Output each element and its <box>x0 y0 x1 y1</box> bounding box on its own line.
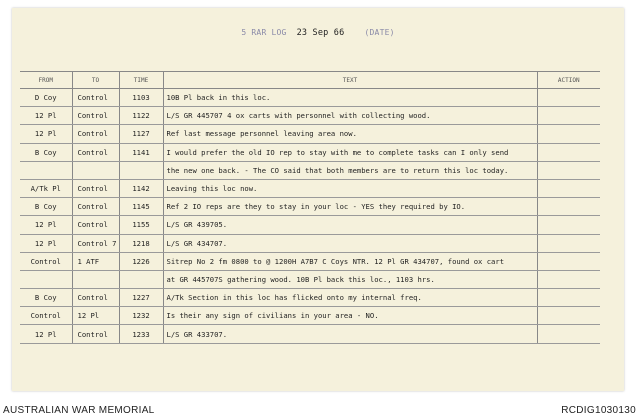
from-cell: 12 Pl <box>20 107 72 125</box>
time-cell: 1233 <box>119 325 163 343</box>
table-row <box>20 179 600 197</box>
table-row <box>20 307 600 325</box>
action-cell <box>537 307 600 325</box>
action-cell <box>537 143 600 161</box>
to-cell: Control <box>72 125 119 143</box>
column-header-from: FROM <box>20 72 72 89</box>
log-date: 23 Sep 66 <box>296 28 345 38</box>
time-cell: 1142 <box>119 179 163 197</box>
to-cell: Control 7 <box>72 234 119 252</box>
action-cell <box>537 198 600 216</box>
text-cell: Ref last message personnel leaving area now. <box>163 125 537 143</box>
table-row <box>20 234 600 252</box>
time-cell <box>119 270 163 288</box>
text-cell: Sitrep No 2 fm 0800 to @ 1200H A7B7 C Coys NTR. 12 Pl GR 434707, found ox cart <box>163 252 537 270</box>
action-cell <box>537 325 600 343</box>
to-cell: Control <box>72 289 119 307</box>
time-cell: 1218 <box>119 234 163 252</box>
action-cell <box>537 289 600 307</box>
table-row-continuation <box>20 161 600 179</box>
time-cell: 1145 <box>119 198 163 216</box>
text-cell: the new one back. - The CO said that both members are to return this loc today. <box>163 161 537 179</box>
log-table <box>20 71 600 344</box>
table-row <box>20 107 600 125</box>
text-cell: Leaving this loc now. <box>163 179 537 197</box>
to-cell: 12 Pl <box>72 307 119 325</box>
text-cell: 10B Pl back in this loc. <box>163 89 537 107</box>
action-cell <box>537 252 600 270</box>
to-cell: 1 ATF <box>72 252 119 270</box>
text-cell: I would prefer the old IO rep to stay with me to complete tasks can I only send <box>163 143 537 161</box>
text-cell: L/S GR 445707 4 ox carts with personnel with collecting wood. <box>163 107 537 125</box>
time-cell: 1103 <box>119 89 163 107</box>
text-cell: at GR 445707S gathering wood. 10B Pl back this loc., 1103 hrs. <box>163 270 537 288</box>
from-cell: B Coy <box>20 143 72 161</box>
column-header-text: TEXT <box>163 72 537 89</box>
time-cell: 1232 <box>119 307 163 325</box>
from-cell: 12 Pl <box>20 125 72 143</box>
text-cell: Ref 2 IO reps are they to stay in your loc - YES they required by IO. <box>163 198 537 216</box>
action-cell <box>537 89 600 107</box>
table-row <box>20 325 600 343</box>
time-cell: 1226 <box>119 252 163 270</box>
time-cell: 1127 <box>119 125 163 143</box>
archive-reference: RCDIG1030130 <box>561 405 636 416</box>
from-cell: B Coy <box>20 198 72 216</box>
table-row <box>20 198 600 216</box>
from-cell: D Coy <box>20 89 72 107</box>
to-cell: Control <box>72 179 119 197</box>
from-cell <box>20 161 72 179</box>
from-cell: Control <box>20 307 72 325</box>
from-cell: Control <box>20 252 72 270</box>
time-cell: 1122 <box>119 107 163 125</box>
table-row-continuation <box>20 270 600 288</box>
action-cell <box>537 161 600 179</box>
table-row <box>20 143 600 161</box>
text-cell: L/S GR 433707. <box>163 325 537 343</box>
to-cell: Control <box>72 198 119 216</box>
table-row <box>20 252 600 270</box>
column-header-time: TIME <box>119 72 163 89</box>
action-cell <box>537 270 600 288</box>
from-cell: A/Tk Pl <box>20 179 72 197</box>
to-cell: Control <box>72 325 119 343</box>
date-label: (DATE) <box>364 28 395 37</box>
text-cell: Is their any sign of civilians in your area - NO. <box>163 307 537 325</box>
text-cell: L/S GR 439705. <box>163 216 537 234</box>
from-cell: 12 Pl <box>20 216 72 234</box>
time-cell <box>119 161 163 179</box>
action-cell <box>537 107 600 125</box>
to-cell: Control <box>72 216 119 234</box>
time-cell: 1141 <box>119 143 163 161</box>
action-cell <box>537 125 600 143</box>
log-heading <box>12 28 624 38</box>
from-cell: 12 Pl <box>20 234 72 252</box>
time-cell: 1155 <box>119 216 163 234</box>
log-title: 5 RAR LOG <box>241 28 287 37</box>
to-cell: Control <box>72 89 119 107</box>
table-row <box>20 289 600 307</box>
text-cell: A/Tk Section in this loc has flicked onto my internal freq. <box>163 289 537 307</box>
column-header-to: TO <box>72 72 119 89</box>
table-row <box>20 125 600 143</box>
to-cell <box>72 161 119 179</box>
archive-credit: AUSTRALIAN WAR MEMORIAL <box>3 405 155 416</box>
to-cell <box>72 270 119 288</box>
action-cell <box>537 179 600 197</box>
table-row <box>20 89 600 107</box>
from-cell <box>20 270 72 288</box>
from-cell: 12 Pl <box>20 325 72 343</box>
action-cell <box>537 216 600 234</box>
text-cell: L/S GR 434707. <box>163 234 537 252</box>
from-cell: B Coy <box>20 289 72 307</box>
to-cell: Control <box>72 143 119 161</box>
to-cell: Control <box>72 107 119 125</box>
table-row <box>20 216 600 234</box>
time-cell: 1227 <box>119 289 163 307</box>
log-header-row <box>20 72 600 89</box>
column-header-action: ACTION <box>537 72 600 89</box>
action-cell <box>537 234 600 252</box>
